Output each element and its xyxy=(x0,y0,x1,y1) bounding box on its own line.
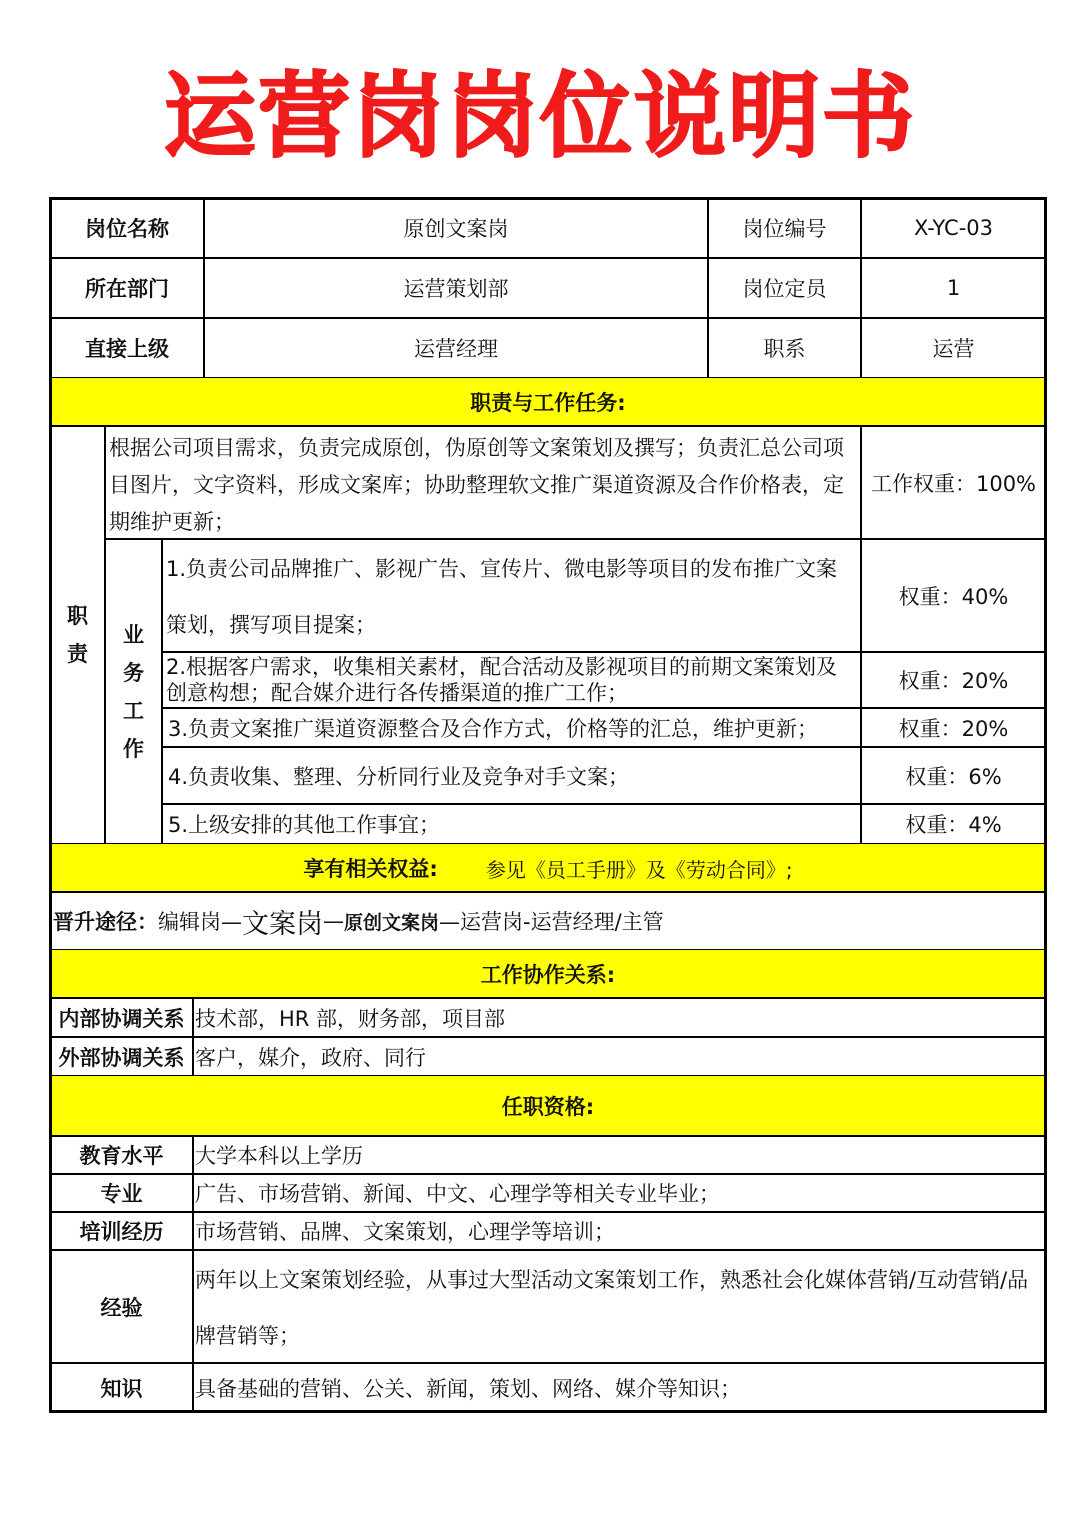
duty-item-2 xyxy=(161,651,862,709)
qualifications-heading: 任职资格: xyxy=(49,1075,1047,1137)
cooperation-heading: 工作协作关系: xyxy=(49,949,1047,999)
education-value: 大学本科以上学历 xyxy=(192,1135,1047,1175)
duties-heading: 职责与工作任务: xyxy=(49,377,1047,427)
position-code-label: 岗位编号 xyxy=(707,197,862,259)
duty-item-text: 2.根据客户需求，收集相关素材，配合活动及影视项目的前期文案策划及创意构想；配合媒介进行各传播渠道的推广工作； xyxy=(166,655,838,705)
duties-summary-weight: 工作权重：100% xyxy=(860,425,1047,540)
duty-item-weight: 权重：20% xyxy=(860,707,1047,748)
headcount-label: 岗位定员 xyxy=(707,257,862,319)
duties-side-char: 职 xyxy=(67,604,88,628)
promotion-step: 文案岗 xyxy=(242,908,323,940)
business-label-char: 业 xyxy=(123,622,144,647)
duty-item-weight: 权重：40% xyxy=(860,538,1047,653)
benefits-row xyxy=(49,843,1047,893)
job-family-value: 运营 xyxy=(860,317,1047,379)
promotion-step: —运营岗-运营经理/主管 xyxy=(439,910,664,934)
supervisor-value: 运营经理 xyxy=(203,317,709,379)
duty-item-text: 1.负责公司品牌推广、影视广告、宣传片、微电影等项目的发布推广文案策划，撰写项目提案； xyxy=(166,557,838,637)
knowledge-label: 知识 xyxy=(49,1362,194,1413)
experience-text: 两年以上文案策划经验，从事过大型活动文案策划工作，熟悉社会化媒体营销/互动营销/品牌营销等； xyxy=(195,1268,1029,1348)
internal-coordination-value: 技术部，HR 部，财务部，项目部 xyxy=(192,997,1047,1038)
business-work-label xyxy=(104,538,163,845)
duty-item-3: 3.负责文案推广渠道资源整合及合作方式，价格等的汇总，维护更新； xyxy=(161,707,862,748)
duty-item-1 xyxy=(161,538,862,653)
position-name-value: 原创文案岗 xyxy=(203,197,709,259)
duty-item-weight: 权重：6% xyxy=(860,746,1047,805)
knowledge-value: 具备基础的营销、公关、新闻，策划、网络、媒介等知识； xyxy=(192,1362,1047,1413)
major-label: 专业 xyxy=(49,1173,194,1213)
duties-side-char: 责 xyxy=(67,642,88,666)
job-family-label: 职系 xyxy=(707,317,862,379)
duties-summary-text: 根据公司项目需求，负责完成原创，伪原创等文案策划及撰写；负责汇总公司项目图片，文字资料，形成文案库；协助整理软文推广渠道资源及合作价格表，定期维护更新； xyxy=(109,436,844,534)
external-coordination-label: 外部协调关系 xyxy=(49,1036,194,1077)
duty-item-weight: 权重：4% xyxy=(860,803,1047,845)
promotion-sep: — xyxy=(323,909,344,933)
supervisor-label: 直接上级 xyxy=(49,317,205,379)
duty-item-4: 4.负责收集、整理、分析同行业及竞争对手文案； xyxy=(161,746,862,805)
position-name-label: 岗位名称 xyxy=(49,197,205,259)
duty-item-weight: 权重：20% xyxy=(860,651,1047,709)
department-value: 运营策划部 xyxy=(203,257,709,319)
promotion-row xyxy=(49,891,1047,951)
internal-coordination-label: 内部协调关系 xyxy=(49,997,194,1038)
benefits-text: 参见《员工手册》及《劳动合同》; xyxy=(485,857,793,882)
page-title: 运营岗岗位说明书 xyxy=(163,63,916,170)
major-value: 广告、市场营销、新闻、中文、心理学等相关专业毕业； xyxy=(192,1173,1047,1213)
training-value: 市场营销、品牌、文案策划，心理学等培训； xyxy=(192,1211,1047,1251)
duties-side-label xyxy=(49,425,106,845)
business-label-char: 工 xyxy=(123,698,144,723)
duties-summary xyxy=(104,425,862,540)
business-label-char: 作 xyxy=(123,736,144,761)
promotion-step: 原创文案岗 xyxy=(344,911,440,934)
experience-label: 经验 xyxy=(49,1249,194,1364)
experience-value xyxy=(192,1249,1047,1364)
promotion-label: 晋升途径： xyxy=(53,910,158,934)
training-label: 培训经历 xyxy=(49,1211,194,1251)
benefits-label: 享有相关权益: xyxy=(303,857,438,881)
education-label: 教育水平 xyxy=(49,1135,194,1175)
position-code-value: X-YC-03 xyxy=(860,197,1047,259)
business-label-char: 务 xyxy=(123,660,144,685)
external-coordination-value: 客户，媒介，政府、同行 xyxy=(192,1036,1047,1077)
promotion-step: 编辑岗— xyxy=(158,910,242,934)
headcount-value: 1 xyxy=(860,257,1047,319)
department-label: 所在部门 xyxy=(49,257,205,319)
duty-item-5: 5.上级安排的其他工作事宜； xyxy=(161,803,862,845)
